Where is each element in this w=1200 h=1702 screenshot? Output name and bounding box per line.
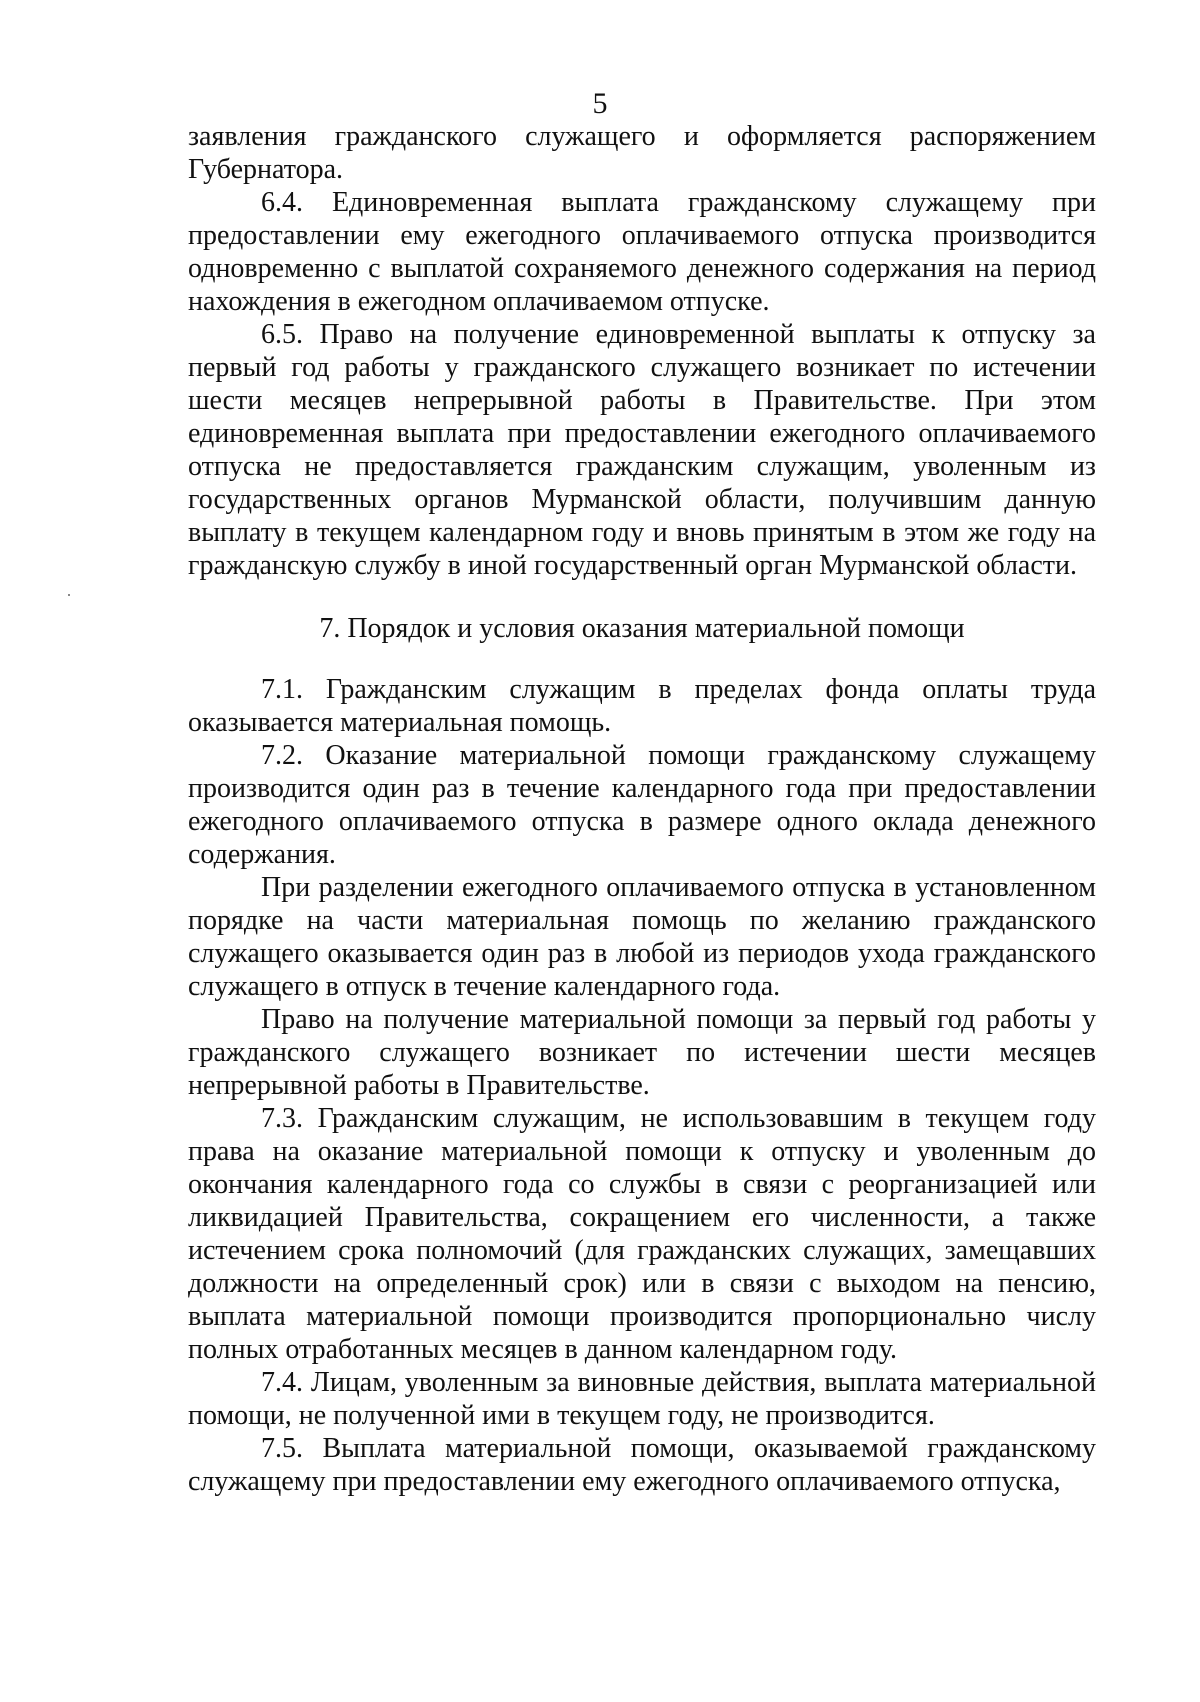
section-spacer-top — [188, 582, 1096, 612]
document-body — [188, 120, 1096, 1498]
paragraph-7-2-parts: При разделении ежегодного оплачиваемого отпуска в установленном порядке на части материальная помощь по желанию гражданского служащего оказывается один раз в любой из периодов ухода гражданского служащего в отпуск в течение календарного года. — [188, 872, 1096, 1002]
paragraph-7-2: 7.2. Оказание материальной помощи гражданскому служащему производится один раз в течение календарного года при предоставлении ежегодного оплачиваемого отпуска в размере одного оклада денежного содержания. — [188, 740, 1096, 870]
page-number: 5 — [592, 87, 608, 120]
paragraph-6-5: 6.5. Право на получение единовременной выплаты к отпуску за первый год работы у гражданского служащего возникает по истечении шести месяцев непрерывной работы в Правительстве. При этом единовременная выплата при предоставлении ежегодного оплачиваемого отпуска не предоставляется гражданским служащим, уволенным из государственных органов Мурманской области, получившим данную выплату в текущем календарном году и вновь принятым в этом же году на гражданскую службу в иной государственный орган Мурманской области. — [188, 319, 1096, 581]
paragraph-6-4: 6.4. Единовременная выплата гражданскому служащему при предоставлении ему ежегодного оплачиваемого отпуска производится одновременно с выплатой сохраняемого денежного содержания на период нахождения в ежегодном оплачиваемом отпуске. — [188, 187, 1096, 317]
paragraph-7-5: 7.5. Выплата материальной помощи, оказываемой гражданскому служащему при предоставлении ему ежегодного оплачиваемого отпуска, — [188, 1433, 1096, 1497]
paragraph-7-1: 7.1. Гражданским служащим в пределах фонда оплаты труда оказывается материальная помощь. — [188, 674, 1096, 738]
section-heading: 7. Порядок и условия оказания материальной помощи — [319, 613, 965, 644]
paragraph-7-3: 7.3. Гражданским служащим, не использовавшим в текущем году права на оказание материальной помощи к отпуску и уволенным до окончания календарного года со службы в связи с реорганизацией или ликвидацией Правительства, сокращением его численности, а также истечением срока полномочий (для гражданских служащих, замещавших должности на определенный срок) или в связи с выходом на пенсию, выплата материальной помощи производится пропорционально числу полных отработанных месяцев в данном календарном году. — [188, 1103, 1096, 1365]
paragraph-7-2-first-year: Право на получение материальной помощи за первый год работы у гражданского служащего возникает по истечении шести месяцев непрерывной работы в Правительстве. — [188, 1004, 1096, 1101]
paragraph-7-4: 7.4. Лицам, уволенным за виновные действия, выплата материальной помощи, не полученной ими в текущем году, не производится. — [188, 1367, 1096, 1431]
section-spacer-bottom — [188, 645, 1096, 673]
scan-speck — [68, 594, 70, 596]
paragraph-continuation: заявления гражданского служащего и оформляется распоряжением Губернатора. — [188, 121, 1096, 185]
